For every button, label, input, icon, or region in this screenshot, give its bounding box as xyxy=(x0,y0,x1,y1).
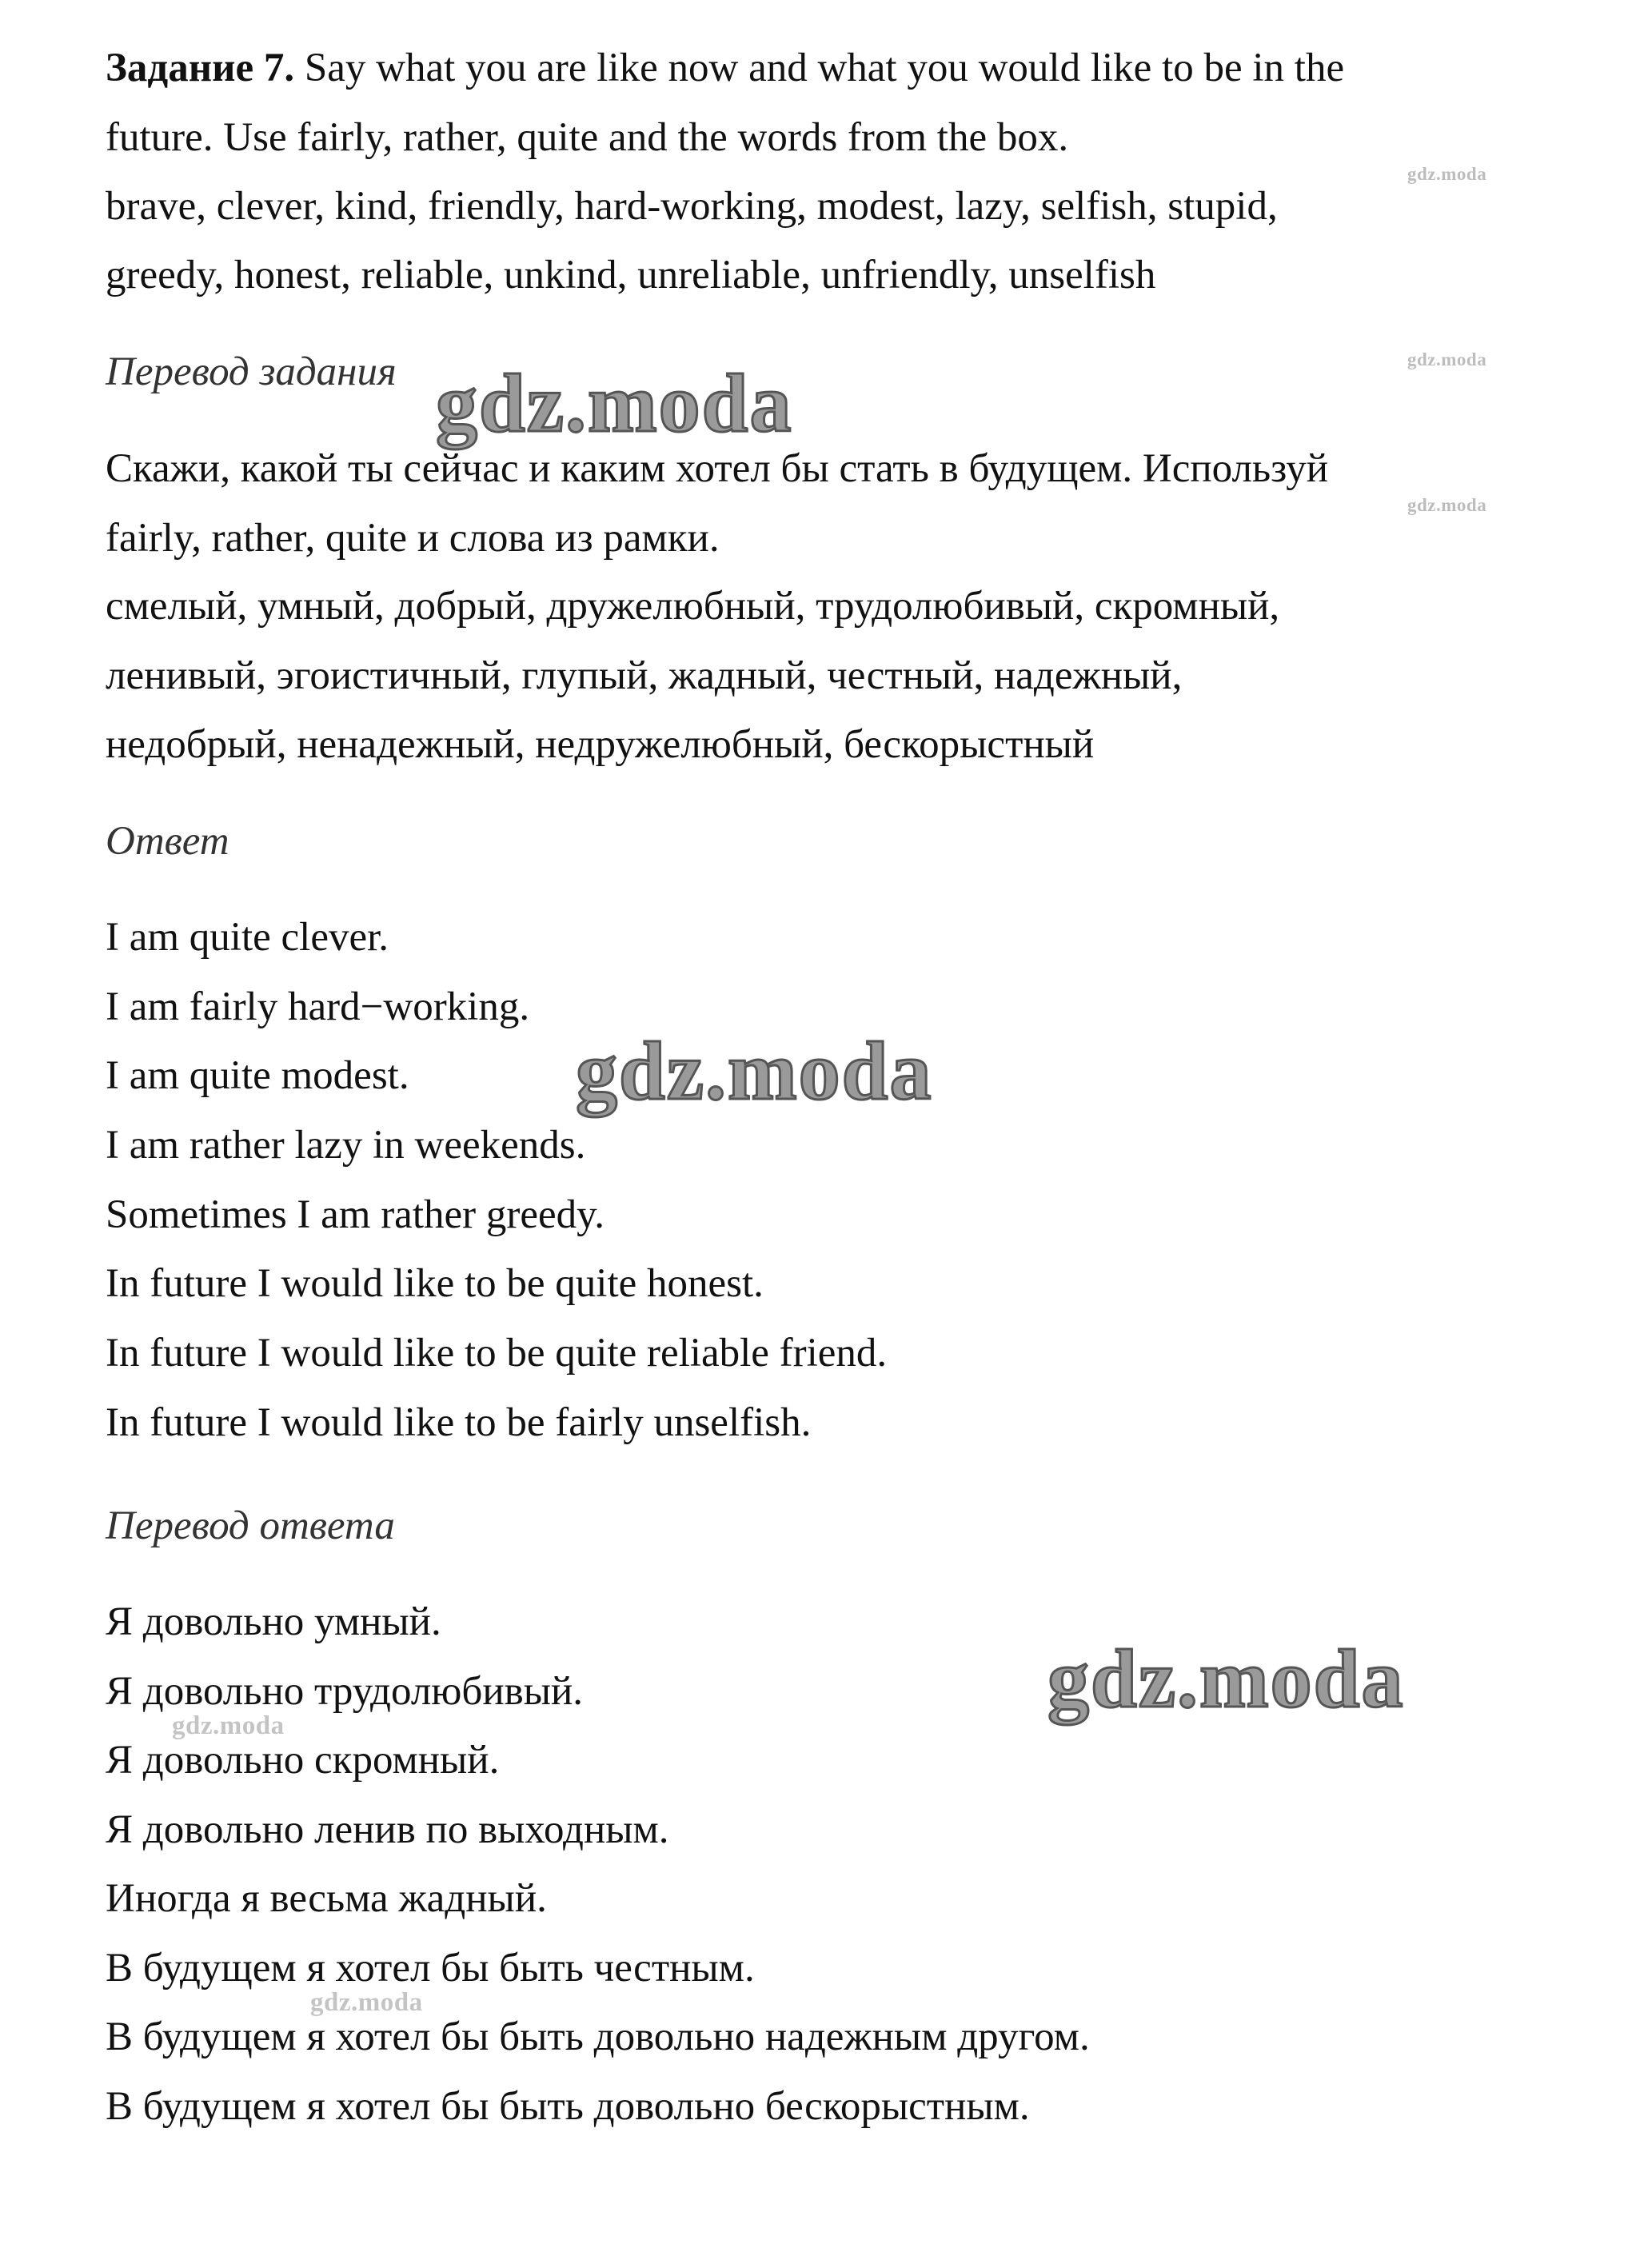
task-translation-words-2: ленивый, эгоистичный, глупый, жадный, честный, надежный, xyxy=(106,653,1183,698)
answer-translation-line: В будущем я хотел бы быть довольно надежным другом. xyxy=(106,2014,1090,2059)
answer-line: Sometimes I am rather greedy. xyxy=(106,1192,605,1237)
answer-translation-line: В будущем я хотел бы быть честным. xyxy=(106,1946,755,1990)
task-translation-heading: Перевод задания xyxy=(106,349,397,394)
answer-translation-line: Я довольно скромный. xyxy=(106,1738,500,1783)
watermark-large: gdz.moda xyxy=(436,357,793,449)
task-instruction-2: future. Use fairly, rather, quite and the words from the box. xyxy=(106,115,1069,160)
answer-line: I am quite clever. xyxy=(106,915,389,960)
answer-translation-line: Иногда я весьма жадный. xyxy=(106,1876,547,1921)
task-translation-words-3: недобрый, ненадежный, недружелюбный, бескорыстный xyxy=(106,722,1095,767)
task-line-1 xyxy=(106,48,1344,89)
answer-line: I am fairly hard−working. xyxy=(106,984,530,1029)
answer-translation-line: Я довольно трудолюбивый. xyxy=(106,1669,584,1714)
watermark-large: gdz.moda xyxy=(576,1025,933,1117)
answer-translation-line: Я довольно умный. xyxy=(106,1599,441,1644)
answer-line: I am quite modest. xyxy=(106,1053,409,1098)
watermark-small: gdz.moda xyxy=(172,1711,285,1740)
watermark-small: gdz.moda xyxy=(310,1988,423,2017)
watermark-small: gdz.moda xyxy=(1407,495,1487,515)
task-translation-words-1: смелый, умный, добрый, дружелюбный, трудолюбивый, скромный, xyxy=(106,584,1280,629)
task-words-1: brave, clever, kind, friendly, hard-working, modest, lazy, selfish, stupid, xyxy=(106,184,1278,229)
answer-translation-heading: Перевод ответа xyxy=(106,1503,395,1548)
answer-line: In future I would like to be quite honest. xyxy=(106,1261,764,1306)
task-translation-text-1: Скажи, какой ты сейчас и каким хотел бы стать в будущем. Используй xyxy=(106,446,1329,491)
answer-line: In future I would like to be fairly unselfish. xyxy=(106,1400,812,1445)
answer-line: I am rather lazy in weekends. xyxy=(106,1123,586,1168)
answer-translation-line: В будущем я хотел бы быть довольно бескорыстным. xyxy=(106,2084,1030,2129)
watermark-small: gdz.moda xyxy=(1407,164,1487,184)
answer-translation-line: Я довольно ленив по выходным. xyxy=(106,1807,669,1852)
answer-heading: Ответ xyxy=(106,819,229,864)
watermark-small: gdz.moda xyxy=(1407,349,1487,369)
task-instruction-1: Say what you are like now and what you would like to be in the xyxy=(294,46,1345,90)
watermark-large: gdz.moda xyxy=(1047,1633,1405,1725)
answer-line: In future I would like to be quite reliable friend. xyxy=(106,1331,888,1376)
task-label: Задание 7. xyxy=(106,46,295,90)
task-translation-text-2: fairly, rather, quite и слова из рамки. xyxy=(106,516,720,561)
task-words-2: greedy, honest, reliable, unkind, unreliable, unfriendly, unselfish xyxy=(106,253,1156,297)
